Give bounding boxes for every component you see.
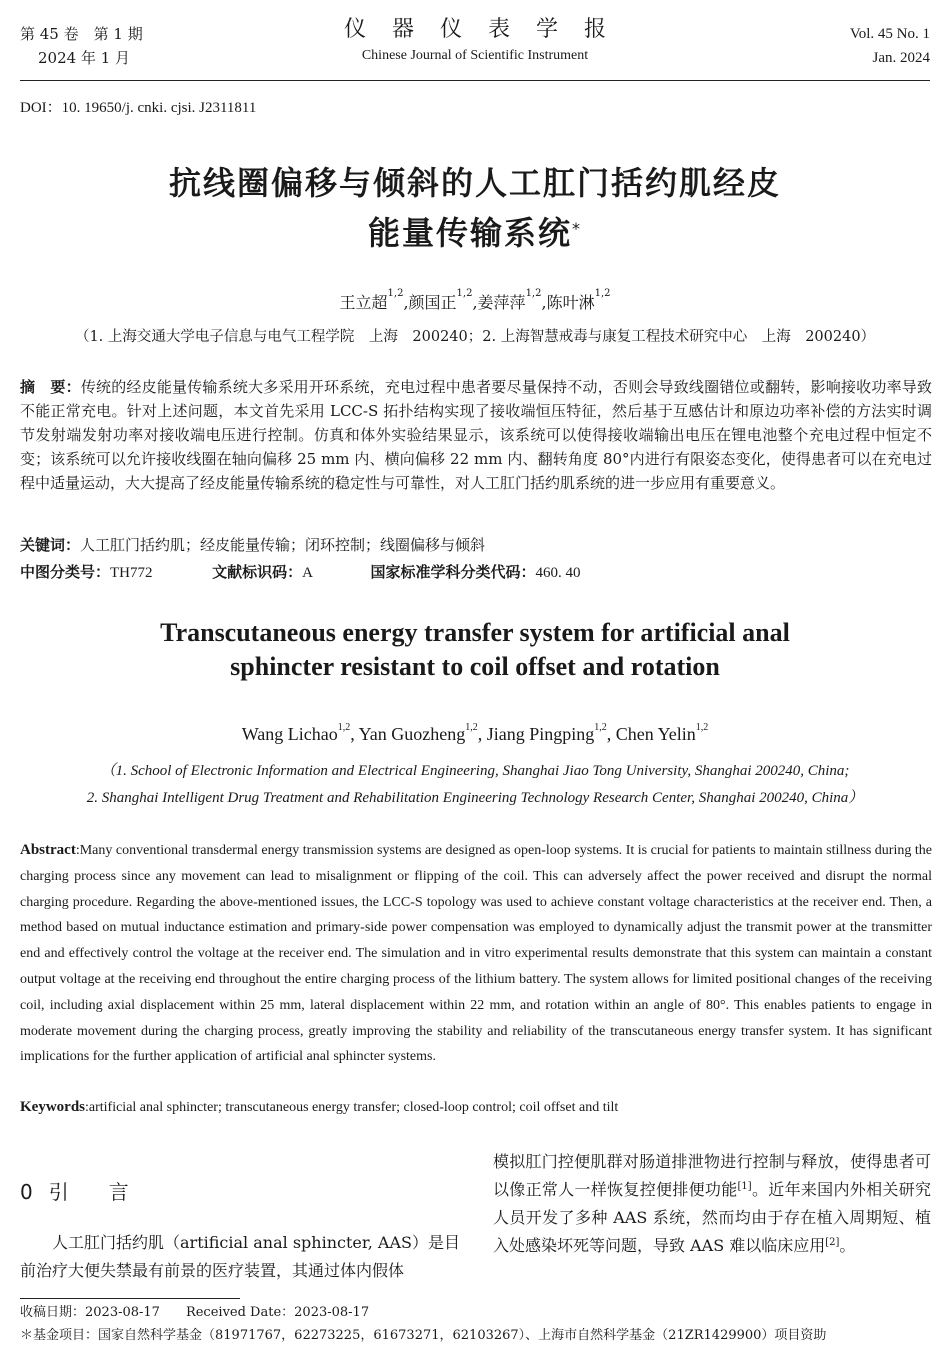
journal-name-cn: 仪器仪表学报 — [343, 17, 632, 42]
author-en: Chen Yelin — [615, 724, 696, 744]
author-affil-sup: 1,2 — [456, 288, 473, 299]
abstract-en-label: Abstract — [20, 842, 76, 858]
affiliation-en-line1: （1. School of Electronic Information and Electrical Engineering, Shanghai Jiao Tong University, Shanghai 200240, China; — [100, 763, 850, 779]
date-cn: 2024 年 1 月 — [38, 49, 131, 67]
body-text: 。 — [839, 1236, 856, 1255]
body-left-column: 人工肛门括约肌（artificial anal sphincter, AAS）是目前治疗大便失禁最有前景的医疗装置，其通过体内假体 — [20, 1233, 460, 1280]
header-rule — [20, 80, 930, 81]
abstract-en-text: Many conventional transdermal energy transmission systems are designed as open-loop systems. It is crucial for patients to maintain stillness during the charging process since any movement can lead to misalignment or flipping of the coil. This can adversely affect the power received and disrupt the normal charging procedure. Regarding the above-mentioned issues, the LCC-S topology was used to achieve constant voltage characteristics at the receiver end. Then, a method based on mutual inductance estimation and primary-side power compensation was employed to dynamically adjust the transmit power at the transmitter end and effectively control the voltage at the receiver end. The simulation and in vitro experimental results demonstrate that this system can maintain a constant output voltage at the receiving end throughout the entire charging process of the lithium battery. The system allows for limited positional changes of the receiving coil, including axial displacement within 25 mm, lateral displacement within 22 mm, and rotation within an angle of 80°. This enables patients to engage in moderate movement during the charging process, greatly improving the stability and reliability of the transcutaneous energy transfer system. It has significant implications for the further application of artificial anal sphincter systems. — [20, 843, 932, 1065]
section-number: 0 — [20, 1180, 33, 1204]
author-cn: 颜国正 — [408, 293, 457, 312]
doc-code-label: 文献标识码： — [212, 563, 303, 581]
citation-ref[interactable]: [1] — [737, 1181, 752, 1192]
clc-value: TH772 — [110, 565, 153, 581]
keywords-en-label: Keywords — [20, 1099, 85, 1115]
fund-footnote-mark: * — [572, 219, 582, 238]
keywords-en: Keywords:artificial anal sphincter; transcutaneous energy transfer; closed-loop control; coil offset and tilt — [20, 1099, 619, 1115]
received-date: 收稿日期：2023-08-17 Received Date：2023-08-17 — [20, 1305, 370, 1320]
header-center — [0, 14, 950, 66]
author-en: Yan Guozheng — [358, 724, 466, 744]
author-cn: 陈叶淋 — [546, 293, 595, 312]
author-affil-sup: 1,2 — [695, 722, 709, 733]
std-code-value: 460. 40 — [535, 565, 581, 581]
author-cn: 王立超 — [339, 293, 388, 312]
keywords-cn — [20, 533, 932, 557]
author-affil-sup: 1,2 — [337, 722, 351, 733]
keywords-cn-text: 人工肛门括约肌；经皮能量传输；闭环控制；线圈偏移与倾斜 — [80, 536, 486, 554]
volume-issue-cn: 第 45 卷 第 1 期 — [20, 25, 143, 43]
title-cn-line2-text: 能量传输系统 — [367, 214, 572, 252]
abstract-cn-text: 传统的经皮能量传输系统大多采用开环系统，充电过程中患者要尽量保持不动，否则会导致线圈错位或翻转，影响接收功率导致不能正常充电。针对上述问题，本文首先采用 LCC-S 拓扑结构实现了接收端恒压特征，然后基于互感估计和原边功率补偿的方法实时调节发射端发射功率对接收端电压进行控制。仿真和体外实验结果显示，该系统可以使得接收端输出电压在锂电池整个充电过程中恒定不变；该系统可以允许接收线圈在轴向偏移 25 mm 内、横向偏移 22 mm 内、翻转角度 80°内进行有限姿态变化，使得患者可以在充电过程中适量运动，大大提高了经皮能量传输系统的稳定性与可靠性，对人工肛门括约肌系统的进一步应用有重要意义。 — [20, 378, 932, 492]
author-en: Wang Lichao — [241, 724, 338, 744]
keywords-cn-label: 关键词： — [20, 536, 81, 554]
affiliation-cn: （1. 上海交通大学电子信息与电气工程学院 上海 200240；2. 上海智慧戒毒与康复工程技术研究中心 上海 200240） — [74, 329, 876, 345]
authors-en: Wang Lichao$^{1,2}$, Yan Guozheng$^{1,2}$, Jiang Pingping$^{1,2}$, Chen Yelin$^{1,2}$ — [241, 722, 709, 744]
affiliation-en — [0, 758, 950, 812]
citation-ref[interactable]: [2] — [825, 1237, 840, 1248]
author-cn: 姜萍萍 — [477, 293, 526, 312]
title-cn-line1: 抗线圈偏移与倾斜的人工肛门括约肌经皮 — [168, 164, 781, 202]
section-heading — [20, 1176, 169, 1205]
paper-title-en — [0, 616, 950, 684]
doc-code-value: A — [302, 565, 313, 581]
author-affil-sup: 1,2 — [387, 288, 404, 299]
volume-issue-en: Vol. 45 No. 1 — [849, 26, 930, 42]
author-affil-sup: 1,2 — [525, 288, 542, 299]
classification-line — [20, 560, 932, 585]
footnote-rule — [20, 1298, 240, 1299]
fund-footnote: ＊基金项目：国家自然科学基金（81971767，62273225，61673271，62103267）、上海市自然科学基金（21ZR1429900）项目资助 — [20, 1328, 827, 1343]
title-en-line2: sphincter resistant to coil offset and rotation — [230, 652, 720, 681]
std-code-label: 国家标准学科分类代码： — [370, 563, 536, 581]
doi[interactable]: DOI：10. 19650/j. cnki. cjsi. J2311811 — [20, 100, 257, 116]
author-affil-sup: 1,2 — [594, 722, 607, 733]
date-en: Jan. 2024 — [872, 50, 930, 66]
keywords-en-text: artificial anal sphincter; transcutaneous energy transfer; closed-loop control; coil offset and tilt — [88, 1100, 619, 1115]
body-text: 模拟肛门控便肌群对肠道排泄物进行控制与释放，使得患者可以像正常人一样恢复控便排便功能 — [493, 1152, 931, 1199]
author-en: Jiang Pingping — [486, 724, 595, 744]
header-right — [850, 22, 930, 70]
abstract-cn-label: 摘 要： — [20, 378, 81, 396]
clc-label: 中图分类号： — [20, 563, 111, 581]
title-en-line1: Transcutaneous energy transfer system for artificial anal — [160, 618, 790, 647]
journal-name-en: Chinese Journal of Scientific Instrument — [361, 48, 589, 63]
body-right-column — [493, 1148, 931, 1260]
section-title: 引言 — [48, 1180, 169, 1204]
author-affil-sup: 1,2 — [465, 722, 478, 733]
author-affil-sup: 1,2 — [594, 288, 611, 299]
paper-title-cn — [0, 158, 950, 258]
affiliation-en-line2: 2. Shanghai Intelligent Drug Treatment and Rehabilitation Engineering Technology Research Center, Shanghai 200240, China） — [86, 790, 864, 806]
title-cn-line2 — [0, 208, 950, 258]
abstract-en: Abstract:Many conventional transdermal energy transmission systems are designed as open-loop systems. It is crucial for patients to maintain stillness during the charging process since any movement can lead to misalignment or flipping of the coil. This can adversely affect the power received and disrupt the normal charging procedure. Regarding the above-mentioned issues, the LCC-S topology was used to achieve constant voltage characteristics at the receiver end. Then, a method based on mutual inductance estimation and primary-side power compensation was employed to dynamically adjust the transmit power at the transmitter end and effectively control the voltage at the receiver end. The simulation and in vitro experimental results demonstrate that this system can maintain a constant output voltage at the receiving end throughout the entire charging process of the lithium battery. The system allows for limited positional changes of the receiving coil, including axial displacement within 25 mm, lateral displacement within 22 mm, and rotation within an angle of 80°. This enables patients to engage in moderate movement during the charging process, greatly improving the stability and reliability of the transcutaneous energy transfer system. It has significant implications for the further application of artificial anal sphincter systems. — [20, 842, 932, 1065]
abstract-cn — [20, 375, 932, 495]
authors-cn: 王立超$^{1,2}$,颜国正$^{1,2}$,姜萍萍$^{1,2}$,陈叶淋$^{1,2}$ — [339, 288, 611, 312]
body-text: 。近年来国内外相关研究人员开发了多种 AAS 系统，然而均由于存在植入周期短、植入处感染坏死等问题，导致 AAS 难以临床应用 — [493, 1180, 931, 1255]
